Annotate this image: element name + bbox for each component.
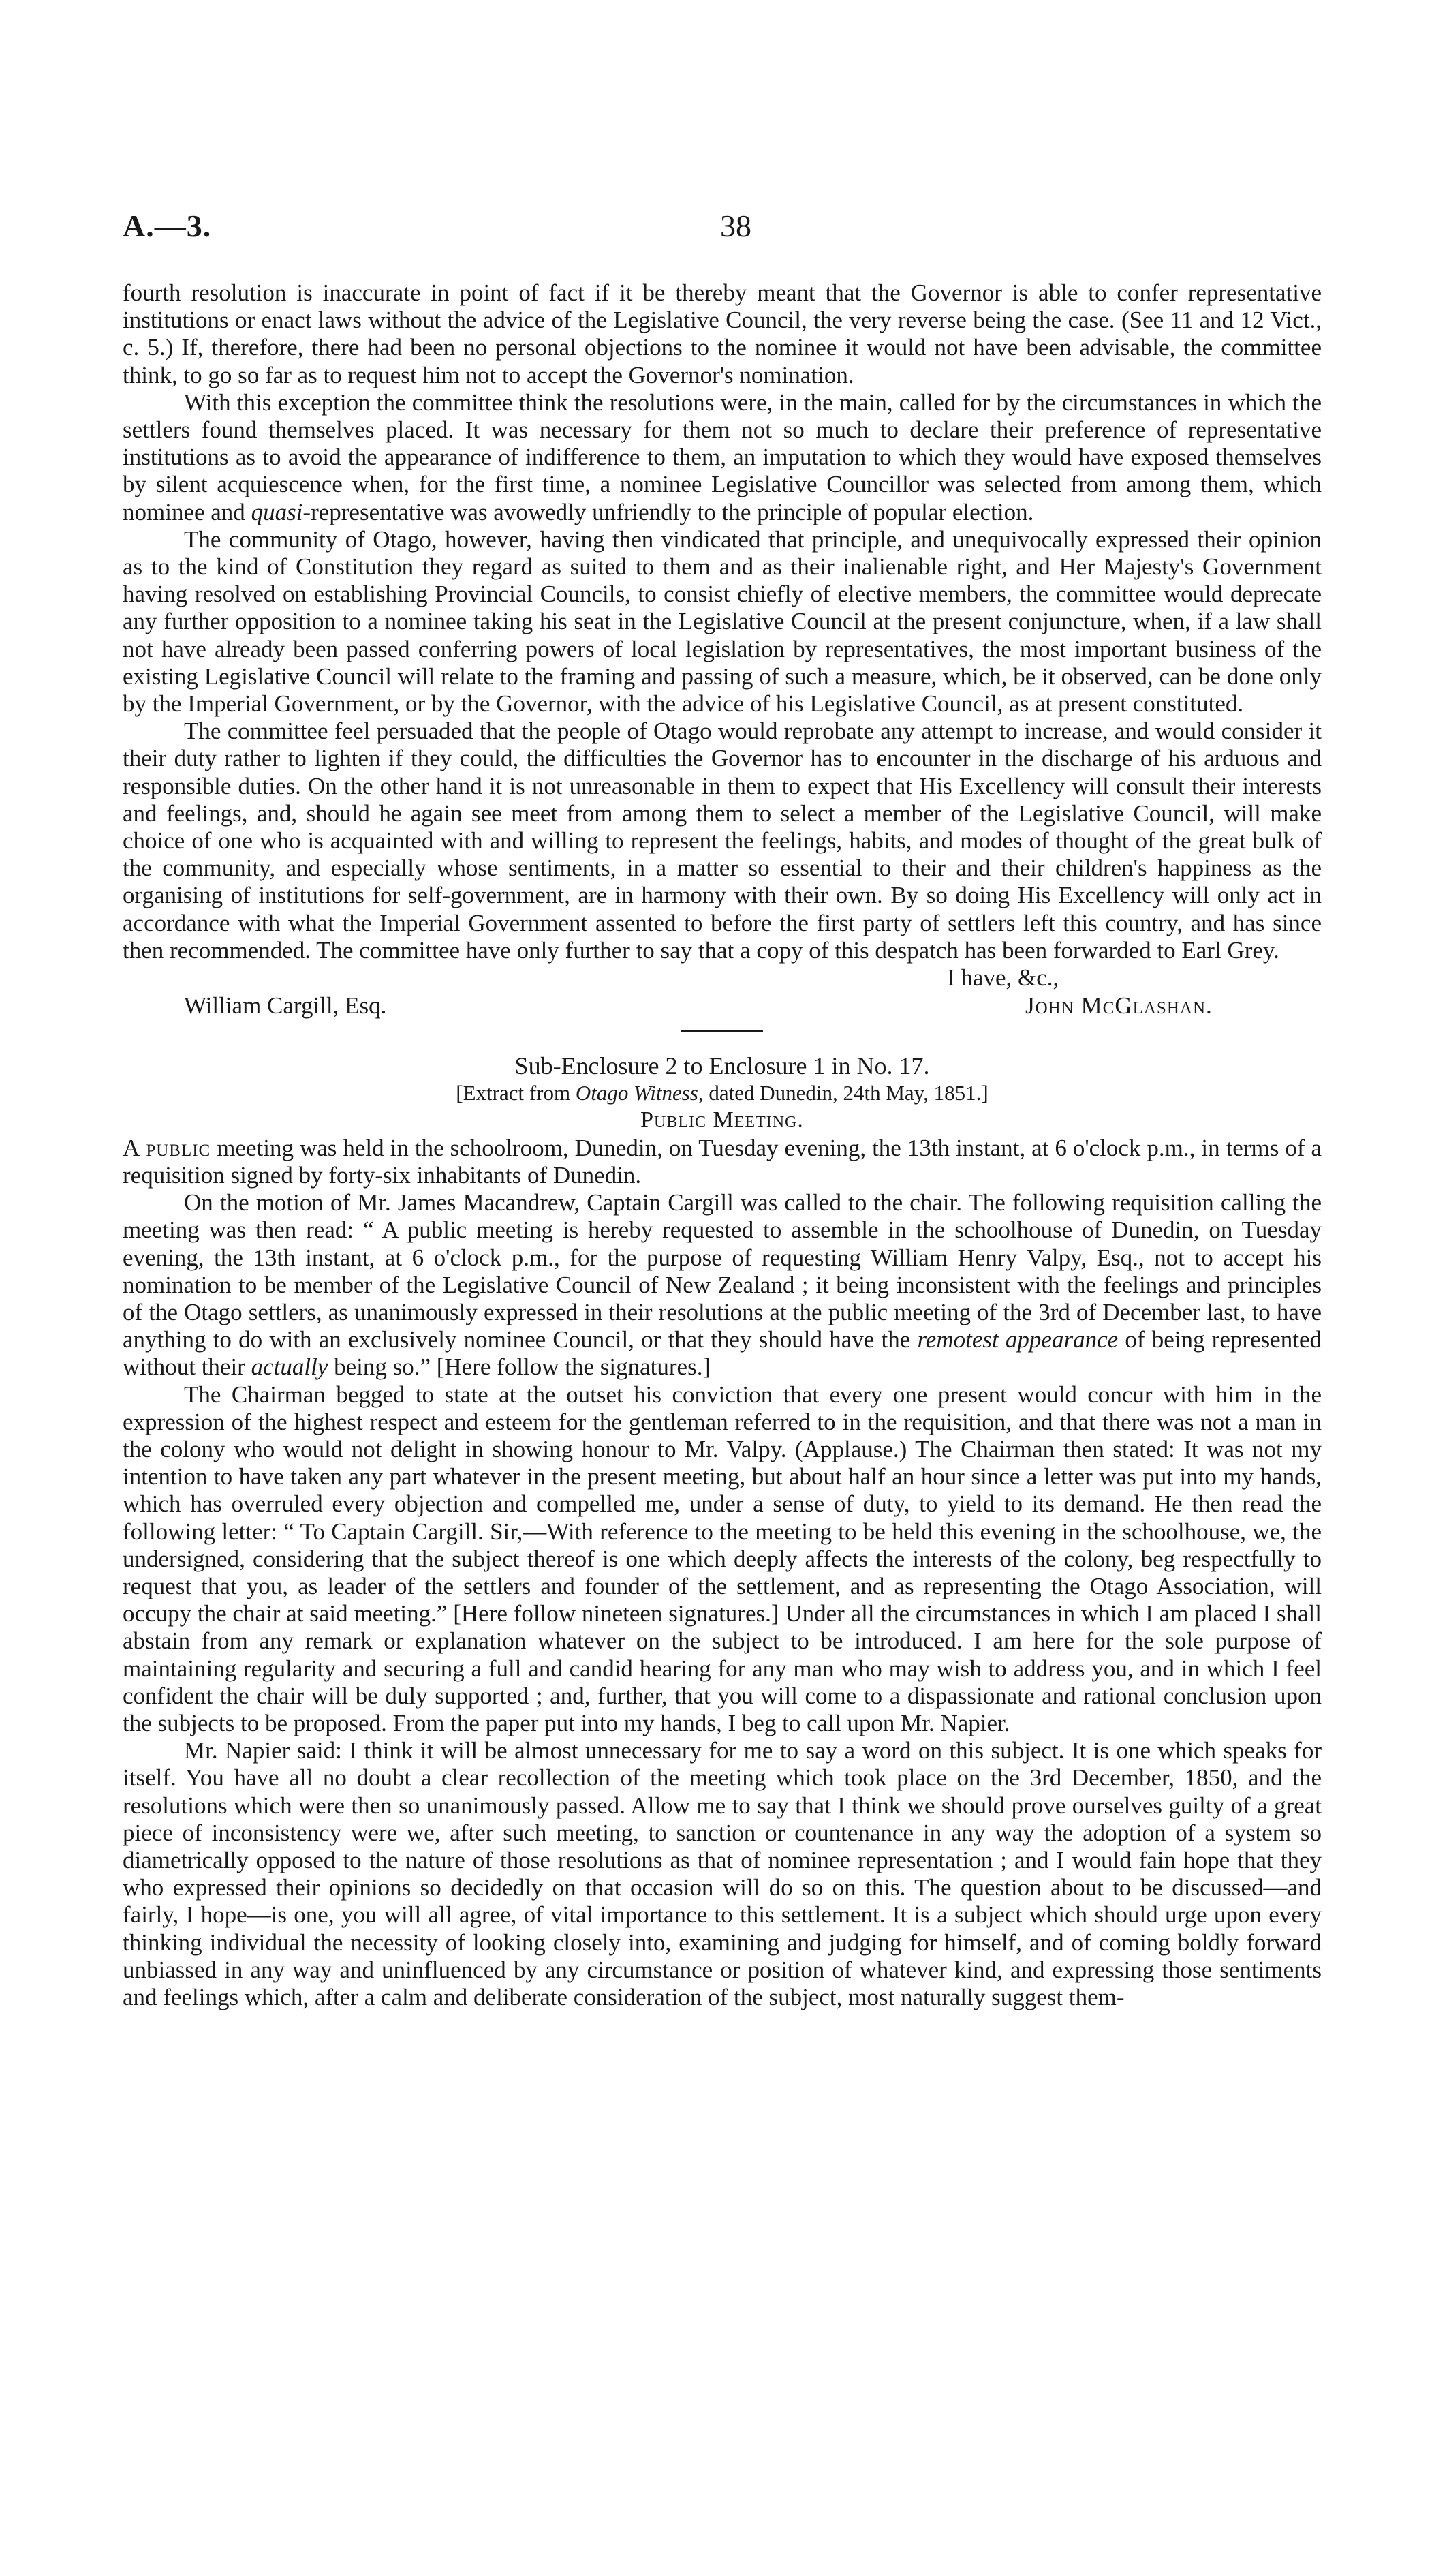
page-number: 38 — [720, 209, 751, 243]
letter-signature: John McGlashan. — [1025, 992, 1213, 1019]
document-body — [123, 279, 1322, 2011]
letter-paragraph-1: fourth resolution is inaccurate in point of fact if it be thereby meant that the Governor is able to confer representative institutions or enact laws without the advice of the Legislative Council, the very reverse being the case. (See 11 and 12 Vict., c. 5.) If, therefore, there had been no personal objections to the nominee it would not have been advisable, the committee think, to go so far as to request him not to accept the Governor's nomination. — [123, 279, 1322, 388]
section-heading: Public Meeting. — [640, 1107, 804, 1133]
meeting-paragraph-1-text: meeting was held in the schoolroom, Dunedin, on Tuesday evening, the 13th instant, at 6 o'clock p.m., in terms of a requisition signed by forty-six inhabitants of Dunedin. — [123, 1134, 1322, 1189]
meeting-paragraph-2-text-b: of being represented without their — [123, 1326, 1322, 1381]
meeting-paragraph-4: Mr. Napier said: I think it will be almost unnecessary for me to say a word on this subject. It is one which speaks for itself. You have all no doubt a clear recollection of the meeting which took place on the 3rd December, 1850, and the resolutions which were then so unanimously passed. Allow me to say that I think we should prove ourselves guilty of a great piece of inconsistency were we, after such meeting, to sanction or countenance in any way the adoption of a system so diametrically opposed to the nature of those resolutions as that of nominee representation ; and I would fain hope that they who expressed their opinions so decidedly on that occasion will do so on this. The question about to be discussed—and fairly, I hope—is one, you will all agree, of vital importance to this settlement. It is a subject which should urge upon every thinking individual the necessity of looking closely into, examining and judging for himself, and of coming boldly forward unbiassed in any way and uninfluenced by any circumstance or position of whatever kind, and expressing those sentiments and feelings which, after a calm and deliberate consideration of the subject, most naturally suggest them- — [123, 1737, 1322, 2010]
page-header — [123, 208, 1322, 249]
extract-source-text-a: [Extract from — [456, 1081, 576, 1105]
letter-paragraph-2-text-a: With this exception the committee think the resolutions were, in the main, called for by the circumstances in which the settlers found themselves placed. It was necessary for them not so much to declare their preference of representative institutions as to avoid the appearance of indifference to them, an imputation to which they would have exposed themselves by silent acquiescence when, for the first time, a nominee Legislative Councillor was selected from among them, which nominee and — [123, 388, 1322, 525]
meeting-paragraph-1 — [123, 1135, 1322, 1189]
letter-paragraph-3: The community of Otago, however, having then vindicated that principle, and unequivocally expressed their opinion as to the kind of Constitution they regard as suited to them and as their inalienable right, and Her Majesty's Government having resolved on establishing Provincial Councils, to consist chiefly of elective members, the committee would deprecate any further opposition to a nominee taking his seat in the Legislative Council at the present conjuncture, when, if a law shall not have already been passed conferring powers of local legislation by representatives, the most important business of the existing Legislative Council will relate to the framing and passing of such a measure, which, be it observed, can be done only by the Imperial Government, or by the Governor, with the advice of his Legislative Council, as at present constituted. — [123, 525, 1322, 718]
letter-paragraph-2-text-b: -representative was avowedly unfriendly to the principle of popular election. — [302, 498, 1034, 525]
section-divider — [681, 1030, 763, 1032]
extract-source — [123, 1079, 1322, 1107]
meeting-paragraph-2-emphasis-2: actually — [251, 1353, 328, 1381]
letter-paragraph-4: The committee feel persuaded that the people of Otago would reprobate any attempt to increase, and would consider it their duty rather to lighten if they could, the difficulties the Governor has to encounter in the discharge of his arduous and responsible duties. On the other hand it is not unreasonable in them to expect that His Excellency will consult their interests and feelings, and, should he again see meet from among them to select a member of the Legislative Council, will make choice of one who is acquainted with and willing to represent the feelings, habits, and modes of thought of the great bulk of the community, and especially whose sentiments, in a matter so essential to their and their children's happiness as the organising of institutions for self-government, are in harmony with their own. By so doing His Excellency will only act in accordance with what the Imperial Government assented to before the first party of settlers left this country, and has since then recommended. The committee have only further to say that a copy of this despatch has been forwarded to Earl Grey. — [123, 718, 1322, 964]
extract-source-publication: Otago Witness — [575, 1081, 698, 1105]
document-reference: A.—3. — [123, 209, 212, 243]
letter-paragraph-2-emphasis: quasi — [251, 498, 303, 525]
letter-closing — [123, 964, 1322, 1020]
meeting-paragraph-3: The Chairman begged to state at the outset his conviction that every one present would concur with him in the expression of the highest respect and esteem for the gentleman referred to in the requisition, and that there was not a man in the colony who would not delight in showing honour to Mr. Valpy. (Applause.) The Chairman then stated: It was not my intention to have taken any part whatever in the present meeting, but about half an hour since a letter was put into my hands, which has overruled every objection and compelled me, under a sense of duty, to yield to its demand. He then read the following letter: “ To Captain Cargill. Sir,—With reference to the meeting to be held this evening in the schoolhouse, we, the undersigned, considering that the subject thereof is one which deeply affects the interests of the colony, beg respectfully to request that you, as leader of the settlers and founder of the settlement, and as representing the Otago Association, will occupy the chair at said meeting.” [Here follow nineteen signatures.] Under all the circumstances in which I am placed I shall abstain from any remark or explanation whatever on the subject to be introduced. I am here for the sole purpose of maintaining regularity and securing a full and candid hearing for any man who may wish to address you, and in which I feel confident the chair will be duly supported ; and, further, that you will come to a dispassionate and rational conclusion upon the subjects to be proposed. From the paper put into my hands, I beg to call upon Mr. Napier. — [123, 1381, 1322, 1736]
letter-paragraph-2 — [123, 389, 1322, 526]
meeting-paragraph-2-text-a: On the motion of Mr. James Macandrew, Captain Cargill was called to the chair. The following requisition calling the meeting was then read: “ A public meeting is hereby requested to assemble in the schoolhouse of Dunedin, on Tuesday evening, the 13th instant, at 6 o'clock p.m., for the purpose of requesting William Henry Valpy, Esq., not to accept his nomination to be member of the Legislative Council of New Zealand ; it being inconsistent with the feelings and principles of the Otago settlers, as unanimously expressed in their resolutions at the public meeting of the 3rd of December last, to have anything to do with an exclusively nominee Council, or that they should have the — [123, 1189, 1322, 1353]
meeting-paragraph-2 — [123, 1189, 1322, 1381]
enclosure-title: Sub-Enclosure 2 to Enclosure 1 in No. 17. — [514, 1052, 930, 1080]
meeting-paragraph-2-text-c: being so.” [Here follow the signatures.] — [328, 1353, 711, 1381]
letter-addressee: William Cargill, Esq. — [184, 992, 387, 1019]
meeting-paragraph-2-emphasis-1: remotest appearance — [917, 1326, 1119, 1353]
document-page — [123, 0, 1322, 2576]
meeting-paragraph-1-lead: A public — [123, 1134, 211, 1161]
closing-phrase: I have, &c., — [947, 964, 1059, 992]
extract-source-text-b: , dated Dunedin, 24th May, 1851.] — [698, 1081, 989, 1105]
